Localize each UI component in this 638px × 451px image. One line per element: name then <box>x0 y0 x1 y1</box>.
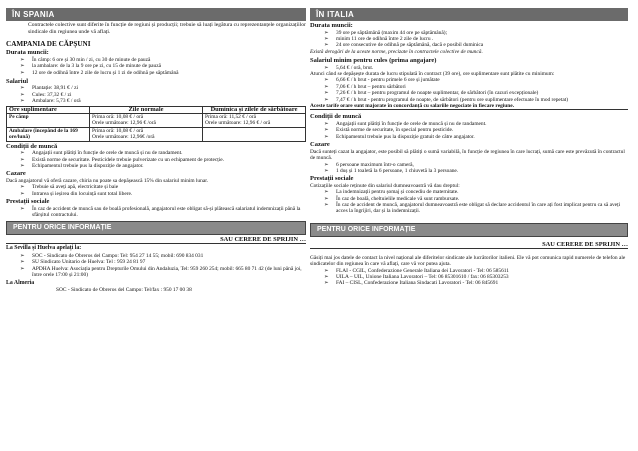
table-cell: Prima oră: 11,52 € / oră Orele următoare: 12,96 € / oră <box>203 114 306 128</box>
list-item: ➢ 12 ore de odihnă între 2 zile de lucru și 1 zi de odihnă pe săptămână <box>20 70 306 76</box>
italy-cazare-text: Dacă sunteți cazat la angajator, este posibil să plătiți o sumă variabilă, în funcție de regiunea în care lucrați, sumă care este prevăzută în contractul de muncă. <box>310 148 625 162</box>
table-header-row <box>7 106 306 113</box>
spain-conditii-title: Condiții de muncă <box>6 142 58 150</box>
list-item: ➢ 1 duș și 1 toaletă la 6 persoane, 1 chiuvetă la 3 persoane. <box>324 168 628 174</box>
list-item: ➢ Ambalare: 5,73 € / oră <box>20 98 306 104</box>
list-item: ➢ În caz de accident de muncă sau de boală profesională, angajatorul este obligat să-și plătească salariatul indemnizații până la sfârșitul contractului. <box>20 206 306 219</box>
list-item: ➢ FLAI - CGIL, Confederazione Generale Italiana dei Lavoratori - Tel: 06 585611 <box>324 268 628 274</box>
campaign-title: CAMPANIA DE CĂPȘUNI <box>6 40 91 49</box>
italy-durata-list <box>310 30 628 49</box>
spain-salariul-list <box>6 85 306 104</box>
italy-cazare-title: Cazare <box>310 141 330 149</box>
italy-conditii-list <box>310 121 628 140</box>
spain-cazare-title: Cazare <box>6 170 26 178</box>
sevilla-list <box>6 253 306 279</box>
table-cell: Prima oră: 10,08 € / oră Orele următoare: 12,96 € /oră <box>90 114 203 128</box>
list-item: ➢ Cules: 37,32 € / zi <box>20 92 306 98</box>
table-header: Ore suplimentare <box>7 106 90 113</box>
list-item: ➢ Plantație: 38,91 € / zi <box>20 85 306 91</box>
italy-durata-title: Durata muncii: <box>310 22 353 29</box>
list-item: ➢ Intrarea și ieșirea din locuință sunt total libere. <box>20 191 306 197</box>
italy-contact-text: Găsiți mai jos datele de contact la nivel național ale diferitelor sindicate ale lucrătorilor italieni. Ele vă pot comunica rapid numerele de telefon ale sindicatelor din regiunea în care vă aflați, care vă vor putea ajuta. <box>310 254 626 268</box>
table-cell: Pe câmp <box>7 114 90 128</box>
spain-info-banner: PENTRU ORICE INFORMAȚIE <box>6 221 306 235</box>
almeria-text: SOC - Sindicato de Obreros del Campo: Tel/fax : 950 17 00 38 <box>56 287 192 294</box>
italy-support-heading: SAU CERERE DE SPRIJIN … <box>310 241 628 249</box>
table-row <box>7 127 306 141</box>
list-item: ➢ La indemnizații pentru șomaj și concediu de maternitate. <box>324 189 628 195</box>
italy-cazare-list <box>310 162 628 175</box>
table-cell: Ambalare (începând de la 169 ore/lună) <box>7 127 90 141</box>
list-item: ➢ În caz de accident de muncă, angajatorul dumneavoastră este obligat să declare accidentul în care ați fost implicat pentru ca să aveți acces la îngrijiri, dar și la indemnizații. <box>324 202 628 215</box>
italy-banner: ÎN ITALIA <box>310 8 628 21</box>
italy-salariul-text: Atunci când se depășește durata de lucru stipulată în contract (39 ore), ore suplimentare sunt plătite cu minimum: <box>310 71 555 78</box>
list-item: ➢ Echipamentul trebuie pus la dispoziție de angajator. <box>20 163 306 169</box>
list-item: ➢ SU Sindicato Unitario de Huelva: Tel : 959 24 81 97 <box>20 259 306 265</box>
spain-conditii-list <box>6 150 306 169</box>
table-header: Duminica și zilele de sărbătoare <box>203 106 306 113</box>
list-item: ➢ Angajații sunt plătiți în funcție de orele de muncă și nu de randament. <box>324 121 628 127</box>
list-item: ➢ 39 ore pe săptămână (maxim 44 ore pe săptămână); <box>324 30 628 36</box>
spain-banner: ÎN SPANIA <box>6 8 306 21</box>
spain-durata-list <box>6 57 306 76</box>
list-item: ➢ la ambalare: de la 3 la 9 ore pe zi, cu 15 de minute de pauză <box>20 63 306 69</box>
spain-intro: Contractele colective sunt diferite în funcție de regiuni și producții; trebuie să luați legătura cu reprezentanțele organizațiilor sindicale din regiunea unde vă aflați. <box>28 22 306 35</box>
list-item: ➢ Trebuie să aveți apă, electricitate și baie <box>20 184 306 190</box>
spain-prestatii-list <box>6 206 306 219</box>
italy-salariul-list-a <box>310 65 628 71</box>
table-header: Zile normale <box>90 106 203 113</box>
spain-salariul-title: Salariul <box>6 77 29 85</box>
spain-column <box>6 8 306 293</box>
italy-prestatii-text: Cotizațiile sociale reținute din salariul dumneavoastră vă dau dreptul: <box>310 182 460 189</box>
italy-salariul-note: Aceste tarife orare sunt majorate în concordanță cu salariile negociate în fiecare regiune. <box>310 103 628 110</box>
spain-cazare-text: Dacă angajatorul vă oferă cazare, chiria nu poate sa depășească 15% din salariul minim lunar. <box>6 177 209 184</box>
list-item: ➢ Echipamentul trebuie pus la dispoziție gratuit de către angajator. <box>324 134 628 140</box>
italy-conditii-title: Condiții de muncă <box>310 113 362 121</box>
spain-support-heading: SAU CERERE DE SPRIJIN … <box>6 236 306 244</box>
table-cell: Prima oră: 10,08 € / oră Orele următoare: 12,96€ /oră <box>90 127 203 141</box>
italy-salariul-list-b <box>310 77 628 103</box>
list-item: ➢ 24 ore consecutive de odihnă pe săptămână, dacă e posibil duminica <box>324 42 628 48</box>
italy-column <box>310 8 628 287</box>
spain-cazare-list <box>6 184 306 197</box>
list-item: ➢ 5,64 € / oră, brut. <box>324 65 628 71</box>
almeria-title: La Almeria <box>6 279 35 286</box>
table-cell <box>203 127 306 141</box>
overtime-table <box>6 106 306 142</box>
italy-prestatii-title: Prestații sociale <box>310 175 354 183</box>
list-item: ➢ FAI – CISL, Confederazione Italiana Sindacati Lavoratori - Tel: 06 845691 <box>324 280 628 286</box>
list-item: ➢ 7,26 € / h brut – pentru programul de noapte suplimentar, de sărbători (în cazuri excepționale) <box>324 90 628 96</box>
italy-prestatii-list <box>310 189 628 215</box>
list-item: ➢ UILA – UIL, Unione Italiana Lavoratori – Tel: 06 85301610 / fax: 06 85303253 <box>324 274 628 280</box>
italy-contact-list <box>310 268 628 287</box>
spain-prestatii-title: Prestații sociale <box>6 198 50 206</box>
list-item: ➢ SOC - Sindicato de Obreros del Campo: Tel: 954 27 14 55; mobil: 690 834 031 <box>20 253 306 259</box>
list-item: ➢ În caz de boală, cheltuielile medicale vă sunt rambursate. <box>324 196 628 202</box>
list-item: ➢ minim 11 ore de odihnă între 2 zile de lucru . <box>324 36 628 42</box>
list-item: ➢ 6 persoane maximum într-o cameră, <box>324 162 628 168</box>
list-item: ➢ 7,06 € / h brut – pentru sărbători <box>324 84 628 90</box>
list-item: ➢ 6,66 € / h brut - pentru primele 6 ore și jumătate <box>324 77 628 83</box>
list-item: ➢ Angajații sunt plătiți în funcție de orele de muncă și nu de randament. <box>20 150 306 156</box>
list-item: ➢ Există norme de securitate, în special pentru pesticide. <box>324 127 628 133</box>
italy-salariul-title: Salariul minim pentru cules (prima angajare) <box>310 57 437 65</box>
italy-info-banner: PENTRU ORICE INFORMAȚIE <box>310 223 628 237</box>
table-row <box>7 114 306 128</box>
list-item: ➢ În câmp: 6 ore și 30 min / zi, cu 30 de minute de pauză <box>20 57 306 63</box>
list-item: ➢ Există norme de securitate. Pesticidele trebuie pulverizate cu un echipament de protecție. <box>20 157 306 163</box>
list-item: ➢ 7,47 € / h brut - pentru programul de noapte, de sărbători (pentru ore suplimentare efectuate în mod repetat) <box>324 97 628 103</box>
list-item: ➢ APDHA Huelva: Asociația pentru Drepturile Omului din Andaluzia, Tel: 959 260 254; mobil: 665 80 71 42 (de luni până joi, între orele 17:00 și 21:00) <box>20 266 306 279</box>
spain-durata-title: Durata muncii: <box>6 49 49 57</box>
italy-derogari: Există derogări de la aceste norme, precizate în contractele colective de muncă. <box>310 48 483 55</box>
sevilla-title: La Sevilla și Huelva apelați la: <box>6 245 82 252</box>
